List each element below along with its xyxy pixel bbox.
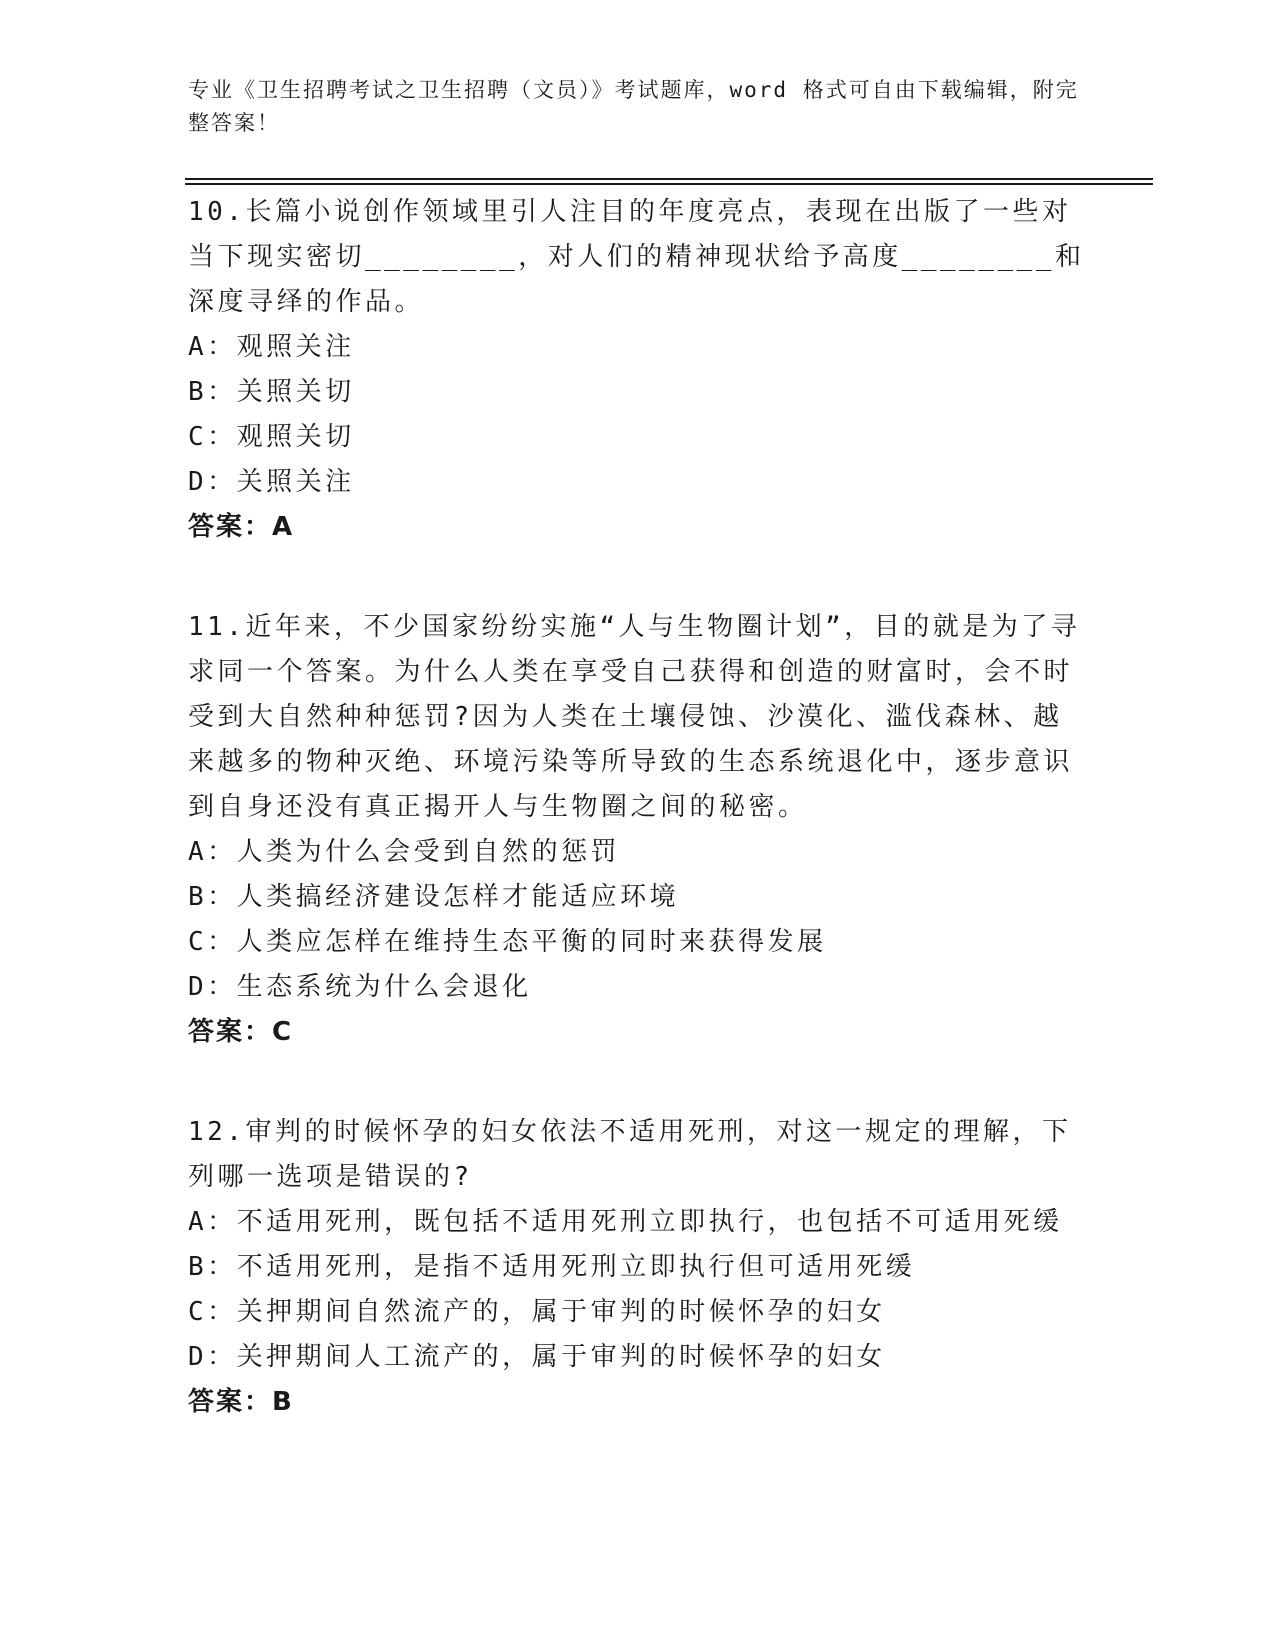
answer-line: 答案：B xyxy=(188,1387,294,1417)
question-list xyxy=(188,190,1088,1425)
answer-line: 答案：C xyxy=(188,1017,294,1047)
option-b: B：关照关切 xyxy=(188,377,355,407)
question-stem: 11.近年来，不少国家纷纷实施“人与生物圈计划”，目的就是为了寻求同一个答案。为什么人类在享受自己获得和创造的财富时，会不时受到大自然种种惩罚?因为人类在土壤侵蚀、沙漠化、滥伐森林、越来越多的物种灭绝、环境污染等所导致的生态系统退化中，逐步意识到自身还没有真正揭开人与生物圈之间的秘密。 xyxy=(188,612,1081,822)
question-stem: 12.审判的时候怀孕的妇女依法不适用死刑，对这一规定的理解，下列哪一选项是错误的? xyxy=(188,1117,1072,1192)
question-10 xyxy=(188,190,1088,550)
option-a: A：观照关注 xyxy=(188,332,355,362)
option-a: A：人类为什么会受到自然的惩罚 xyxy=(188,837,621,867)
option-a: A：不适用死刑，既包括不适用死刑立即执行，也包括不可适用死缓 xyxy=(188,1207,1063,1237)
option-c: C：关押期间自然流产的，属于审判的时候怀孕的妇女 xyxy=(188,1297,886,1327)
option-b: B：不适用死刑，是指不适用死刑立即执行但可适用死缓 xyxy=(188,1252,916,1282)
option-b: B：人类搞经济建设怎样才能适应环境 xyxy=(188,882,680,912)
question-12 xyxy=(188,1110,1088,1425)
header-divider-bottom xyxy=(185,183,1153,185)
question-spacer xyxy=(188,550,1088,605)
question-11 xyxy=(188,605,1088,1055)
option-c: C：人类应怎样在维持生态平衡的同时来获得发展 xyxy=(188,927,827,957)
option-c: C：观照关切 xyxy=(188,422,355,452)
option-d: D：生态系统为什么会退化 xyxy=(188,972,532,1002)
question-spacer xyxy=(188,1055,1088,1110)
document-header: 专业《卫生招聘考试之卫生招聘（文员）》考试题库，word 格式可自由下载编辑，附完整答案！ xyxy=(188,78,1079,135)
header-divider-top xyxy=(185,178,1153,180)
question-stem: 10.长篇小说创作领域里引人注目的年度亮点，表现在出版了一些对当下现实密切________，对人们的精神现状给予高度________和深度寻绎的作品。 xyxy=(188,197,1085,317)
option-d: D：关押期间人工流产的，属于审判的时候怀孕的妇女 xyxy=(188,1342,886,1372)
answer-line: 答案：A xyxy=(188,512,295,542)
option-d: D：关照关注 xyxy=(188,467,355,497)
